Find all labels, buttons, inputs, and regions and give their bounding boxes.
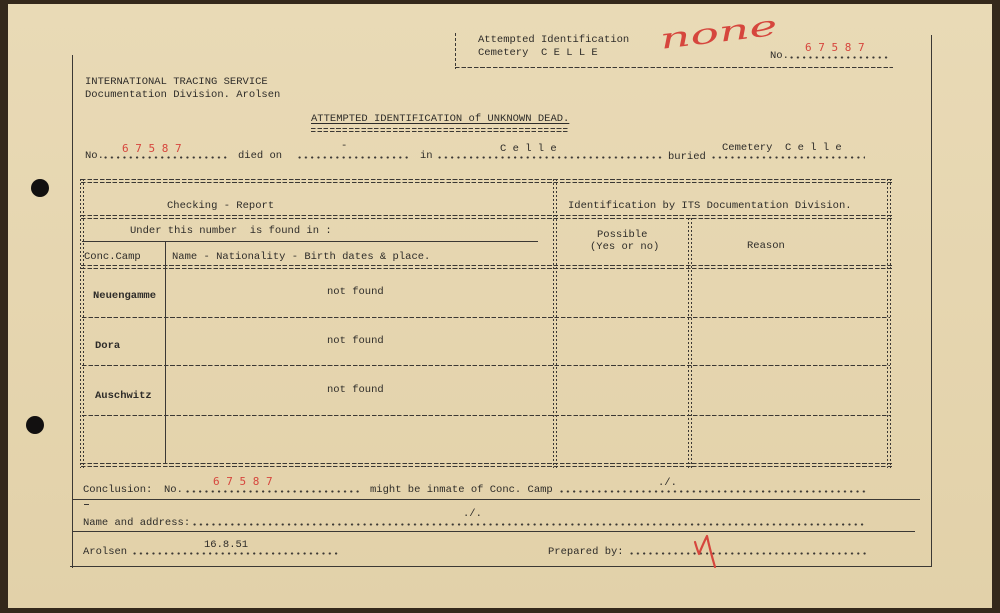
left-margin-line (72, 55, 73, 568)
name-column-header: Name - Nationality - Birth dates & place. (172, 251, 431, 263)
footer-date-leader (133, 552, 340, 555)
title-double-rule (311, 128, 569, 132)
stray-dash-mark (84, 504, 89, 505)
conclusion-rule (72, 499, 920, 500)
stamp-box-no-label: No. (770, 50, 789, 62)
died-on-leader (298, 156, 410, 159)
table-right-border (887, 179, 891, 468)
died-on-label: died on (238, 150, 283, 162)
conclusion-camp-value: ./. (658, 477, 677, 489)
conclusion-no-label: No. (164, 484, 183, 496)
reason-header: Reason (747, 240, 785, 252)
possible-header: Possible (597, 229, 648, 241)
right-margin-line (931, 35, 932, 566)
found-in-underline (82, 241, 538, 242)
address-label: Name and address: (83, 517, 191, 529)
row-result: not found (327, 384, 384, 396)
conclusion-label: Conclusion: (83, 484, 153, 496)
footer-place: Arolsen (83, 546, 128, 558)
record-no-leader (104, 156, 230, 159)
punch-hole-bottom (26, 416, 44, 434)
found-in-label: Under this number is found in : (130, 225, 332, 237)
table-left-border (80, 179, 84, 468)
table-reason-divider (688, 218, 692, 468)
table-middle-divider (553, 179, 557, 468)
prepared-by-leader (630, 552, 867, 555)
in-value: C e l l e (500, 143, 557, 155)
signature-mark (688, 530, 728, 570)
possible-subheader: (Yes or no) (590, 241, 660, 253)
conclusion-no-leader (186, 490, 362, 493)
record-no-label: No. (85, 150, 104, 162)
table-header-rule (81, 215, 892, 219)
stamp-box-left-border (455, 33, 456, 69)
in-leader (438, 156, 665, 159)
stamp-box-no-leader (790, 56, 890, 59)
prepared-by-label: Prepared by: (548, 546, 624, 558)
address-value: ./. (463, 508, 482, 520)
in-label: in (420, 150, 433, 162)
buried-leader (712, 156, 865, 159)
page-title: ATTEMPTED IDENTIFICATION of UNKNOWN DEAD. (311, 113, 570, 125)
table-top-border (81, 179, 892, 183)
address-leader (193, 523, 867, 526)
stamp-box-no-value: 6 7 5 8 7 (805, 41, 865, 54)
punch-hole-top (31, 179, 49, 197)
row-separator-2 (82, 365, 890, 366)
row-result: not found (327, 286, 384, 298)
checking-report-header: Checking - Report (167, 200, 275, 212)
died-on-value: - (341, 140, 348, 152)
handwritten-note: none (657, 8, 780, 56)
stamp-box-title: Attempted Identification (478, 34, 630, 46)
organization-name: INTERNATIONAL TRACING SERVICE (85, 76, 268, 88)
table-column-header-rule (81, 265, 892, 269)
buried-value: Cemetery C e l l e (722, 142, 842, 154)
address-rule (72, 531, 915, 532)
row-separator-1 (82, 317, 890, 318)
record-no-value: 6 7 5 8 7 (122, 142, 182, 155)
conclusion-camp-leader (560, 490, 867, 493)
camp-column-divider (165, 242, 166, 464)
row-camp: Neuengamme (93, 290, 157, 302)
stamp-box-bottom-border (455, 67, 893, 68)
row-result: not found (327, 335, 384, 347)
row-camp: Auschwitz (95, 390, 152, 402)
division-name: Documentation Division. Arolsen (85, 89, 281, 101)
stamp-box-cemetery: Cemetery C E L L E (478, 47, 598, 59)
bottom-frame-line (70, 566, 932, 567)
buried-label: buried (668, 151, 706, 163)
camp-column-header: Conc.Camp (84, 251, 141, 263)
conclusion-inmate-text: might be inmate of Conc. Camp (370, 484, 553, 496)
row-separator-3 (82, 415, 890, 416)
row-camp: Dora (95, 340, 121, 352)
footer-date: 16.8.51 (204, 539, 249, 551)
table-bottom-border (81, 463, 892, 467)
conclusion-no-value: 6 7 5 8 7 (213, 475, 273, 488)
identification-header: Identification by ITS Documentation Division. (568, 200, 852, 212)
